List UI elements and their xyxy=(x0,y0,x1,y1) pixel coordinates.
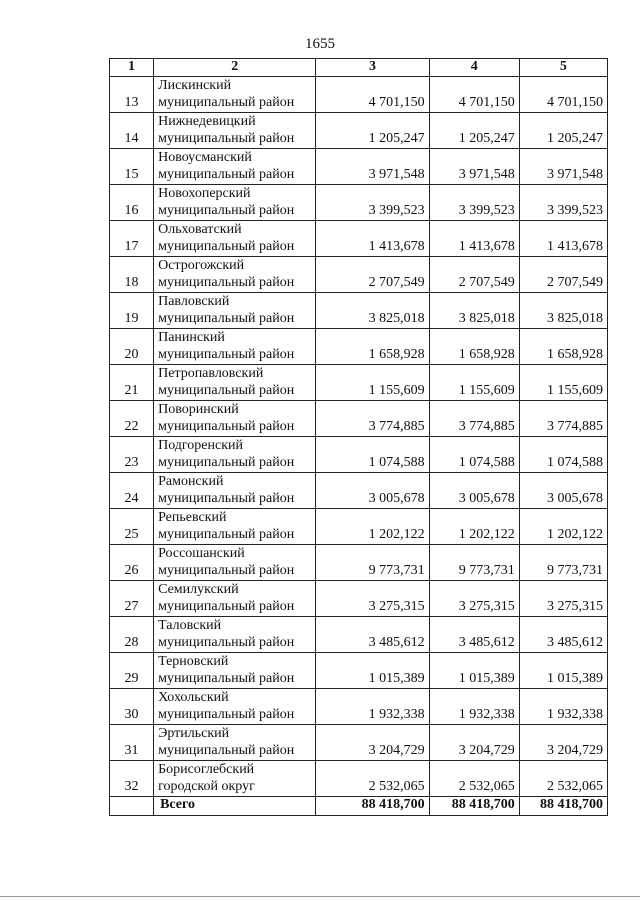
value-col4: 9 773,731 xyxy=(429,545,519,581)
value-col3: 1 658,928 xyxy=(316,329,429,365)
value-col3: 3 204,729 xyxy=(316,725,429,761)
value-col4: 1 202,122 xyxy=(429,509,519,545)
column-header: 1 xyxy=(110,59,154,77)
row-number: 18 xyxy=(110,257,154,293)
value-col4: 3 005,678 xyxy=(429,473,519,509)
column-header: 3 xyxy=(316,59,429,77)
row-number: 26 xyxy=(110,545,154,581)
municipality-name: Острогожский муниципальный район xyxy=(154,257,316,293)
row-number: 24 xyxy=(110,473,154,509)
municipality-name: Новохоперский муниципальный район xyxy=(154,185,316,221)
municipality-name: Панинский муниципальный район xyxy=(154,329,316,365)
total-row xyxy=(110,797,608,816)
row-number: 27 xyxy=(110,581,154,617)
row-number: 13 xyxy=(110,77,154,113)
municipality-name: Репьевский муниципальный район xyxy=(154,509,316,545)
total-value-col5: 88 418,700 xyxy=(519,797,607,816)
value-col3: 2 532,065 xyxy=(316,761,429,797)
value-col3: 1 205,247 xyxy=(316,113,429,149)
table-row xyxy=(110,437,608,473)
table-row xyxy=(110,149,608,185)
value-col5: 2 532,065 xyxy=(519,761,607,797)
footer-divider xyxy=(0,896,640,897)
value-col3: 3 005,678 xyxy=(316,473,429,509)
page-number: 1655 xyxy=(305,36,335,52)
value-col5: 1 658,928 xyxy=(519,329,607,365)
table-row xyxy=(110,725,608,761)
value-col5: 1 932,338 xyxy=(519,689,607,725)
value-col4: 2 707,549 xyxy=(429,257,519,293)
table-row xyxy=(110,401,608,437)
row-number: 20 xyxy=(110,329,154,365)
value-col4: 3 971,548 xyxy=(429,149,519,185)
row-number: 23 xyxy=(110,437,154,473)
value-col5: 3 825,018 xyxy=(519,293,607,329)
table-row xyxy=(110,761,608,797)
municipality-name: Поворинский муниципальный район xyxy=(154,401,316,437)
table-row xyxy=(110,113,608,149)
total-value-col3: 88 418,700 xyxy=(316,797,429,816)
row-number: 28 xyxy=(110,617,154,653)
value-col4: 1 205,247 xyxy=(429,113,519,149)
value-col4: 3 485,612 xyxy=(429,617,519,653)
municipality-name: Рамонский муниципальный район xyxy=(154,473,316,509)
total-empty-cell xyxy=(110,797,154,816)
value-col3: 2 707,549 xyxy=(316,257,429,293)
value-col4: 1 155,609 xyxy=(429,365,519,401)
value-col5: 3 485,612 xyxy=(519,617,607,653)
value-col4: 1 015,389 xyxy=(429,653,519,689)
value-col4: 1 932,338 xyxy=(429,689,519,725)
municipality-name: Эртильский муниципальный район xyxy=(154,725,316,761)
row-number: 14 xyxy=(110,113,154,149)
municipality-name: Подгоренский муниципальный район xyxy=(154,437,316,473)
value-col5: 9 773,731 xyxy=(519,545,607,581)
value-col4: 1 074,588 xyxy=(429,437,519,473)
table-row xyxy=(110,329,608,365)
value-col4: 1 658,928 xyxy=(429,329,519,365)
value-col3: 1 015,389 xyxy=(316,653,429,689)
value-col3: 1 155,609 xyxy=(316,365,429,401)
municipality-name: Семилукский муниципальный район xyxy=(154,581,316,617)
value-col5: 2 707,549 xyxy=(519,257,607,293)
municipality-name: Хохольский муниципальный район xyxy=(154,689,316,725)
value-col5: 3 275,315 xyxy=(519,581,607,617)
column-header: 5 xyxy=(519,59,607,77)
table-row xyxy=(110,77,608,113)
value-col5: 4 701,150 xyxy=(519,77,607,113)
value-col5: 1 155,609 xyxy=(519,365,607,401)
value-col5: 1 205,247 xyxy=(519,113,607,149)
table-row xyxy=(110,545,608,581)
municipality-name: Лискинский муниципальный район xyxy=(154,77,316,113)
value-col4: 3 275,315 xyxy=(429,581,519,617)
value-col3: 1 074,588 xyxy=(316,437,429,473)
value-col4: 3 399,523 xyxy=(429,185,519,221)
value-col3: 3 971,548 xyxy=(316,149,429,185)
value-col5: 3 399,523 xyxy=(519,185,607,221)
row-number: 21 xyxy=(110,365,154,401)
row-number: 15 xyxy=(110,149,154,185)
value-col3: 1 202,122 xyxy=(316,509,429,545)
municipality-name: Борисоглебский городской округ xyxy=(154,761,316,797)
row-number: 25 xyxy=(110,509,154,545)
value-col3: 3 485,612 xyxy=(316,617,429,653)
table-row xyxy=(110,581,608,617)
total-label: Всего xyxy=(154,797,316,816)
column-header: 4 xyxy=(429,59,519,77)
table-row xyxy=(110,365,608,401)
municipality-name: Павловский муниципальный район xyxy=(154,293,316,329)
municipality-name: Нижнедевицкий муниципальный район xyxy=(154,113,316,149)
value-col4: 3 825,018 xyxy=(429,293,519,329)
municipality-name: Новоусманский муниципальный район xyxy=(154,149,316,185)
value-col5: 3 204,729 xyxy=(519,725,607,761)
value-col5: 1 413,678 xyxy=(519,221,607,257)
municipality-name: Россошанский муниципальный район xyxy=(154,545,316,581)
municipality-name: Петропавловский муниципальный район xyxy=(154,365,316,401)
total-value-col4: 88 418,700 xyxy=(429,797,519,816)
municipality-name: Ольховатский муниципальный район xyxy=(154,221,316,257)
value-col3: 9 773,731 xyxy=(316,545,429,581)
value-col5: 3 005,678 xyxy=(519,473,607,509)
value-col4: 3 774,885 xyxy=(429,401,519,437)
value-col5: 1 202,122 xyxy=(519,509,607,545)
value-col4: 3 204,729 xyxy=(429,725,519,761)
value-col3: 4 701,150 xyxy=(316,77,429,113)
table-row xyxy=(110,509,608,545)
value-col5: 3 971,548 xyxy=(519,149,607,185)
value-col4: 1 413,678 xyxy=(429,221,519,257)
table-row xyxy=(110,617,608,653)
value-col3: 1 413,678 xyxy=(316,221,429,257)
row-number: 16 xyxy=(110,185,154,221)
table-row xyxy=(110,293,608,329)
table-row xyxy=(110,689,608,725)
table-row xyxy=(110,257,608,293)
row-number: 29 xyxy=(110,653,154,689)
header-row xyxy=(110,59,608,77)
row-number: 22 xyxy=(110,401,154,437)
value-col4: 2 532,065 xyxy=(429,761,519,797)
value-col4: 4 701,150 xyxy=(429,77,519,113)
municipality-name: Терновский муниципальный район xyxy=(154,653,316,689)
row-number: 32 xyxy=(110,761,154,797)
table-row xyxy=(110,221,608,257)
table-row xyxy=(110,653,608,689)
value-col5: 3 774,885 xyxy=(519,401,607,437)
value-col5: 1 015,389 xyxy=(519,653,607,689)
data-table xyxy=(109,58,608,816)
value-col3: 1 932,338 xyxy=(316,689,429,725)
value-col3: 3 774,885 xyxy=(316,401,429,437)
table-row xyxy=(110,185,608,221)
table-row xyxy=(110,473,608,509)
municipality-name: Таловский муниципальный район xyxy=(154,617,316,653)
table-body xyxy=(110,77,608,797)
row-number: 30 xyxy=(110,689,154,725)
row-number: 19 xyxy=(110,293,154,329)
column-header: 2 xyxy=(154,59,316,77)
value-col3: 3 825,018 xyxy=(316,293,429,329)
value-col3: 3 399,523 xyxy=(316,185,429,221)
value-col3: 3 275,315 xyxy=(316,581,429,617)
row-number: 31 xyxy=(110,725,154,761)
row-number: 17 xyxy=(110,221,154,257)
value-col5: 1 074,588 xyxy=(519,437,607,473)
